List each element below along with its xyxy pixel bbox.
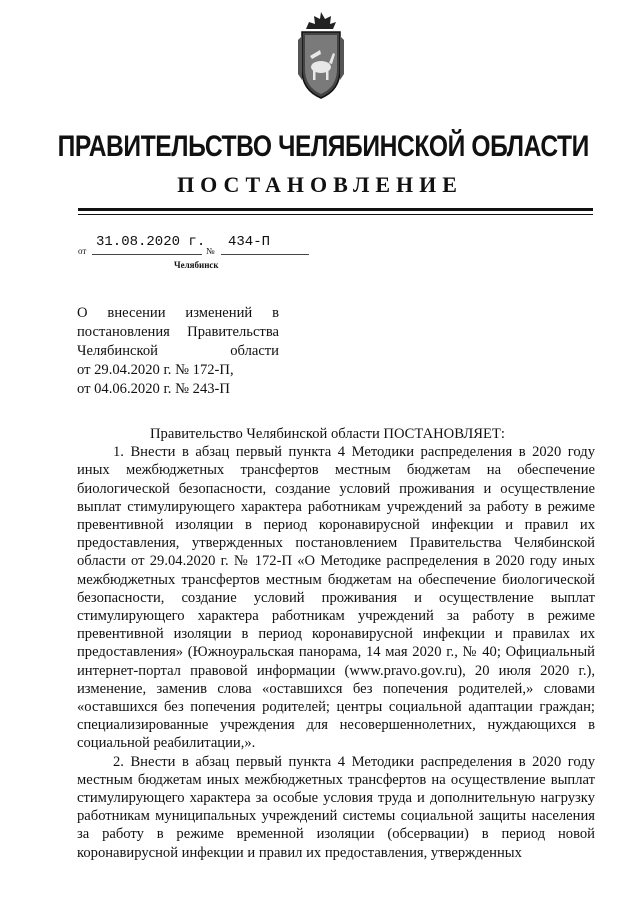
number-underline bbox=[221, 254, 309, 255]
header-divider-thin bbox=[78, 214, 593, 215]
government-title: ПРАВИТЕЛЬСТВО ЧЕЛЯБИНСКОЙ ОБЛАСТИ bbox=[57, 130, 589, 163]
document-type-heading: ПОСТАНОВЛЕНИЕ bbox=[177, 172, 463, 197]
document-body bbox=[77, 425, 595, 862]
subject-line: Челябинской области bbox=[77, 343, 279, 359]
subject-line: от 29.04.2020 г. № 172-П, bbox=[77, 362, 234, 378]
subject-line: О внесении изменений в bbox=[77, 305, 279, 321]
paragraph-1: 1. Внести в абзац первый пункта 4 Методики распределения в 2020 году иных межбюджетных трансфертов местным бюджетам на обеспечение биологической безопасности, создание условий проживания и осуществление выплат стимулирующего характера работникам учреждений за работу в режиме превентивной изоляции в период коронавирусной инфекции и правил их предоставления, утвержденных постановлением Правительства Челябинской области от 29.04.2020 г. № 172-П «О Методике распределения в 2020 году иных межбюджетных трансфертов местным бюджетам на обеспечение биологической безопасности, создание условий проживания и осуществление выплат стимулирующего характера работникам учреждений за работу в режиме превентивной изоляции в период коронавирусной инфекции и правилах их предоставления» (Южноуральская панорама, 14 мая 2020 г., № 40; Официальный интернет-портал правовой информации (www.pravo.gov.ru), 20 июля 2020 г.), изменение, заменив слова «оставшихся без попечения родителей,» словами «оставшихся без попечения родителей; центры социальной адаптации граждан; специализированные учреждения для несовершеннолетних, нуждающихся в социальной реабилитации,». bbox=[77, 444, 595, 752]
document-number: 434-П bbox=[228, 234, 271, 250]
subject-line: постановления Правительства bbox=[77, 324, 279, 340]
date-prefix-label: от bbox=[78, 246, 87, 256]
coat-of-arms-emblem bbox=[294, 10, 348, 100]
subject-line: от 04.06.2020 г. № 243-П bbox=[77, 381, 230, 397]
document-registration bbox=[76, 234, 336, 274]
header-divider-thick bbox=[78, 208, 593, 211]
enacting-clause: Правительство Челябинской области ПОСТАНОВЛЯЕТ: bbox=[150, 426, 505, 442]
number-prefix-label: № bbox=[206, 246, 215, 256]
date-underline bbox=[92, 254, 202, 255]
document-city: Челябинск bbox=[174, 260, 219, 270]
document-date: 31.08.2020 г. bbox=[96, 234, 206, 250]
document-subject bbox=[77, 304, 279, 399]
paragraph-2: 2. Внести в абзац первый пункта 4 Методики распределения в 2020 году местным бюджетам иных межбюджетных трансфертов на осуществление выплат стимулирующего характера за особые условия труда и дополнительную нагрузку работникам муниципальных учреждений системы социальной защиты населения за работу в режиме временной изоляции (обсервации) в период новой коронавирусной инфекции и правил их предоставления, утвержденных bbox=[77, 753, 595, 861]
